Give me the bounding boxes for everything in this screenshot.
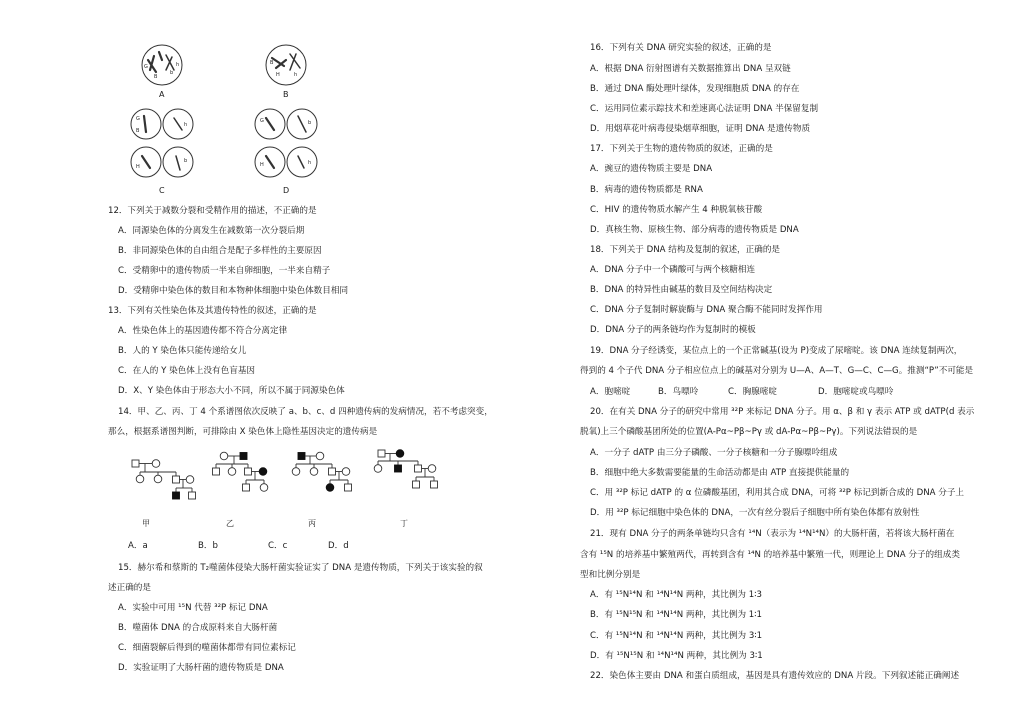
q15-stem-line1: 15．赫尔希和蔡斯的 T₂噬菌体侵染大肠杆菌实验证实了 DNA 是遗传物质，下列关于该实验的叙	[118, 563, 483, 573]
q21-option-d: D．有 ¹⁵N¹⁵N 和 ¹⁴N¹⁴N 两种，其比例为 3∶1	[590, 651, 763, 661]
cell-label-a: A	[159, 90, 165, 99]
q17-option-a: A．豌豆的遗传物质主要是 DNA	[590, 164, 713, 174]
q12-option-a: A．同源染色体的分离发生在减数第一次分裂后期	[118, 226, 305, 236]
svg-text:H: H	[276, 72, 280, 78]
q13-option-d: D．X、Y 染色体由于形态大小不同，所以不属于同源染色体	[118, 386, 345, 396]
svg-text:b: b	[308, 120, 312, 126]
q19-option-d: D．胞嘧啶或鸟嘌呤	[818, 387, 894, 397]
q17-option-c: C．HIV 的遗传物质水解产生 4 种脱氧核苷酸	[590, 205, 763, 215]
cell-label-b: B	[283, 90, 289, 99]
q12-option-b: B．非同源染色体的自由组合是配子多样性的主要原因	[118, 246, 322, 256]
q12-option-c: C．受精卵中的遗传物质一半来自卵细胞，一半来自精子	[118, 266, 331, 276]
pedigree-label-1: 甲	[142, 519, 150, 528]
cell-diagram-a	[142, 45, 182, 85]
cell-label-c: C	[159, 186, 165, 195]
q14-option-b: B．b	[198, 541, 218, 551]
q18-option-b: B．DNA 的特异性由碱基的数目及空间结构决定	[590, 285, 773, 295]
q21-option-c: C．有 ¹⁵N¹⁴N 和 ¹⁴N¹⁴N 两种，其比例为 3∶1	[590, 631, 763, 641]
svg-text:B: B	[154, 74, 158, 80]
svg-text:h: h	[176, 62, 180, 68]
q17-option-d: D．真核生物、原核生物、部分病毒的遗传物质是 DNA	[590, 225, 799, 235]
q14-stem-line2: 那么，根据系谱图判断，可排除由 X 染色体上隐性基因决定的遗传病是	[108, 427, 378, 437]
svg-text:B: B	[136, 128, 140, 134]
cell-diagram-d	[255, 109, 317, 177]
q16-option-b: B．通过 DNA 酶处理叶绿体，发现细胞质 DNA 的存在	[590, 84, 800, 94]
cell-label-d: D	[283, 186, 290, 195]
q19-stem-line1: 19．DNA 分子经诱变，某位点上的一个正常碱基(设为 P)变成了尿嘧啶。该 DNA 连续复制两次，	[590, 346, 963, 356]
q17-option-b: B．病毒的遗传物质都是 RNA	[590, 185, 703, 195]
q13-stem: 13．下列有关性染色体及其遗传特性的叙述，正确的是	[108, 306, 317, 316]
q20-option-b: B．细胞中绝大多数需要能量的生命活动都是由 ATP 直接提供能量的	[590, 468, 850, 478]
svg-text:h: h	[294, 72, 298, 78]
q20-stem-line2: 脱氧)上三个磷酸基团所处的位置(A-Pα~Pβ~Pγ 或 dA-Pα~Pβ~Pγ)。下列说法错误的是	[580, 427, 918, 437]
q20-option-c: C．用 ³²P 标记 dATP 的 α 位磷酸基团，利用其合成 DNA，可将 ³²P 标记到新合成的 DNA 分子上	[590, 488, 965, 498]
pedigree-figure	[128, 448, 458, 508]
q20-stem-line1: 20．在有关 DNA 分子的研究中常用 ³²P 来标记 DNA 分子。用 α、β 和 γ 表示 ATP 或 dATP(d 表示	[590, 407, 975, 417]
q17-stem: 17．下列关于生物的遗传物质的叙述，正确的是	[590, 144, 773, 154]
q16-option-d: D．用烟草花叶病毒侵染烟草细胞，证明 DNA 是遗传物质	[590, 124, 811, 134]
q18-stem: 18．下列关于 DNA 结构及复制的叙述，正确的是	[590, 245, 781, 255]
q14-stem-line1: 14．甲、乙、丙、丁 4 个系谱图依次反映了 a、b、c、d 四种遗传病的发病情况，若不考虑突变，	[118, 407, 493, 417]
q21-stem-line1: 21．现有 DNA 分子的两条单链均只含有 ¹⁴N（表示为 ¹⁴N¹⁴N）的大肠杆菌，若将该大肠杆菌在	[590, 529, 955, 539]
cell-diagram-c	[131, 109, 193, 177]
q15-stem-line2: 述正确的是	[108, 583, 151, 593]
svg-text:H: H	[260, 162, 264, 168]
q15-option-d: D．实验证明了大肠杆菌的遗传物质是 DNA	[118, 663, 284, 673]
svg-text:G: G	[136, 116, 140, 122]
q13-option-a: A．性染色体上的基因遗传都不符合分离定律	[118, 326, 288, 336]
q13-option-b: B．人的 Y 染色体只能传递给女儿	[118, 346, 247, 356]
q14-option-d: D．d	[328, 541, 349, 551]
q16-stem: 16．下列有关 DNA 研究实验的叙述，正确的是	[590, 43, 772, 53]
q14-option-a: A．a	[128, 541, 148, 551]
svg-text:h: h	[184, 122, 188, 128]
pedigree-label-2: 乙	[226, 519, 234, 528]
q22-stem-line1: 22．染色体主要由 DNA 和蛋白质组成，基因是具有遗传效应的 DNA 片段。下列叙述能正确阐述	[590, 671, 960, 681]
svg-text:b: b	[184, 158, 188, 164]
q21-stem-line3: 型和比例分别是	[580, 570, 641, 580]
cell-diagram-b	[266, 45, 306, 85]
svg-text:H: H	[136, 164, 140, 170]
q19-option-b: B．鸟嘌呤	[658, 387, 699, 397]
q16-option-a: A．根据 DNA 衍射图谱有关数据推算出 DNA 呈双链	[590, 64, 791, 74]
q15-option-b: B．噬菌体 DNA 的合成原料来自大肠杆菌	[118, 623, 278, 633]
q15-option-c: C．细菌裂解后得到的噬菌体都带有同位素标记	[118, 643, 296, 653]
q20-option-a: A．一分子 dATP 由三分子磷酸、一分子核糖和一分子腺嘌呤组成	[590, 448, 838, 458]
svg-text:G: G	[144, 64, 148, 70]
svg-text:B: B	[270, 60, 274, 66]
svg-text:G: G	[260, 118, 264, 124]
cell-division-figure	[126, 40, 366, 200]
q19-option-c: C．胸腺嘧啶	[728, 387, 777, 397]
q21-option-b: B．有 ¹⁵N¹⁵N 和 ¹⁴N¹⁴N 两种，其比例为 1∶1	[590, 610, 762, 620]
pedigree-b	[213, 452, 268, 491]
pedigree-label-4: 丁	[400, 519, 408, 528]
q19-stem-line2: 得到的 4 个子代 DNA 分子相应位点上的碱基对分别为 U—A、A—T、G—C、C—G。推测“P”不可能是	[580, 366, 974, 376]
q16-option-c: C．运用同位素示踪技术和差速离心法证明 DNA 半保留复制	[590, 104, 819, 114]
q14-option-c: C．c	[268, 541, 288, 551]
q15-option-a: A．实验中可用 ¹⁵N 代替 ³²P 标记 DNA	[118, 603, 268, 613]
svg-text:b: b	[170, 70, 174, 76]
q12-stem: 12．下列关于减数分裂和受精作用的描述，不正确的是	[108, 206, 317, 216]
q18-option-c: C．DNA 分子复制时解旋酶与 DNA 聚合酶不能同时发挥作用	[590, 305, 823, 315]
pedigree-d	[374, 450, 437, 488]
pedigree-a	[132, 460, 196, 499]
q13-option-c: C．在人的 Y 染色体上没有色盲基因	[118, 366, 256, 376]
pedigree-label-3: 丙	[308, 519, 316, 528]
q20-option-d: D．用 ³²P 标记细胞中染色体的 DNA，一次有丝分裂后子细胞中所有染色体都有放射性	[590, 508, 920, 518]
q18-option-d: D．DNA 分子的两条链均作为复制时的模板	[590, 325, 756, 335]
q21-option-a: A．有 ¹⁵N¹⁴N 和 ¹⁴N¹⁴N 两种，其比例为 1∶3	[590, 590, 762, 600]
q12-option-d: D．受精卵中染色体的数目和本物种体细胞中染色体数目相同	[118, 286, 349, 296]
svg-text:h: h	[308, 160, 312, 166]
q18-option-a: A．DNA 分子中一个磷酸可与两个核糖相连	[590, 265, 756, 275]
q19-option-a: A．胞嘧啶	[590, 387, 631, 397]
pedigree-c	[292, 452, 351, 491]
q21-stem-line2: 含有 ¹⁵N 的培养基中繁殖两代，再转到含有 ¹⁴N 的培养基中繁殖一代，则理论上 DNA 分子的组成类	[580, 550, 960, 560]
